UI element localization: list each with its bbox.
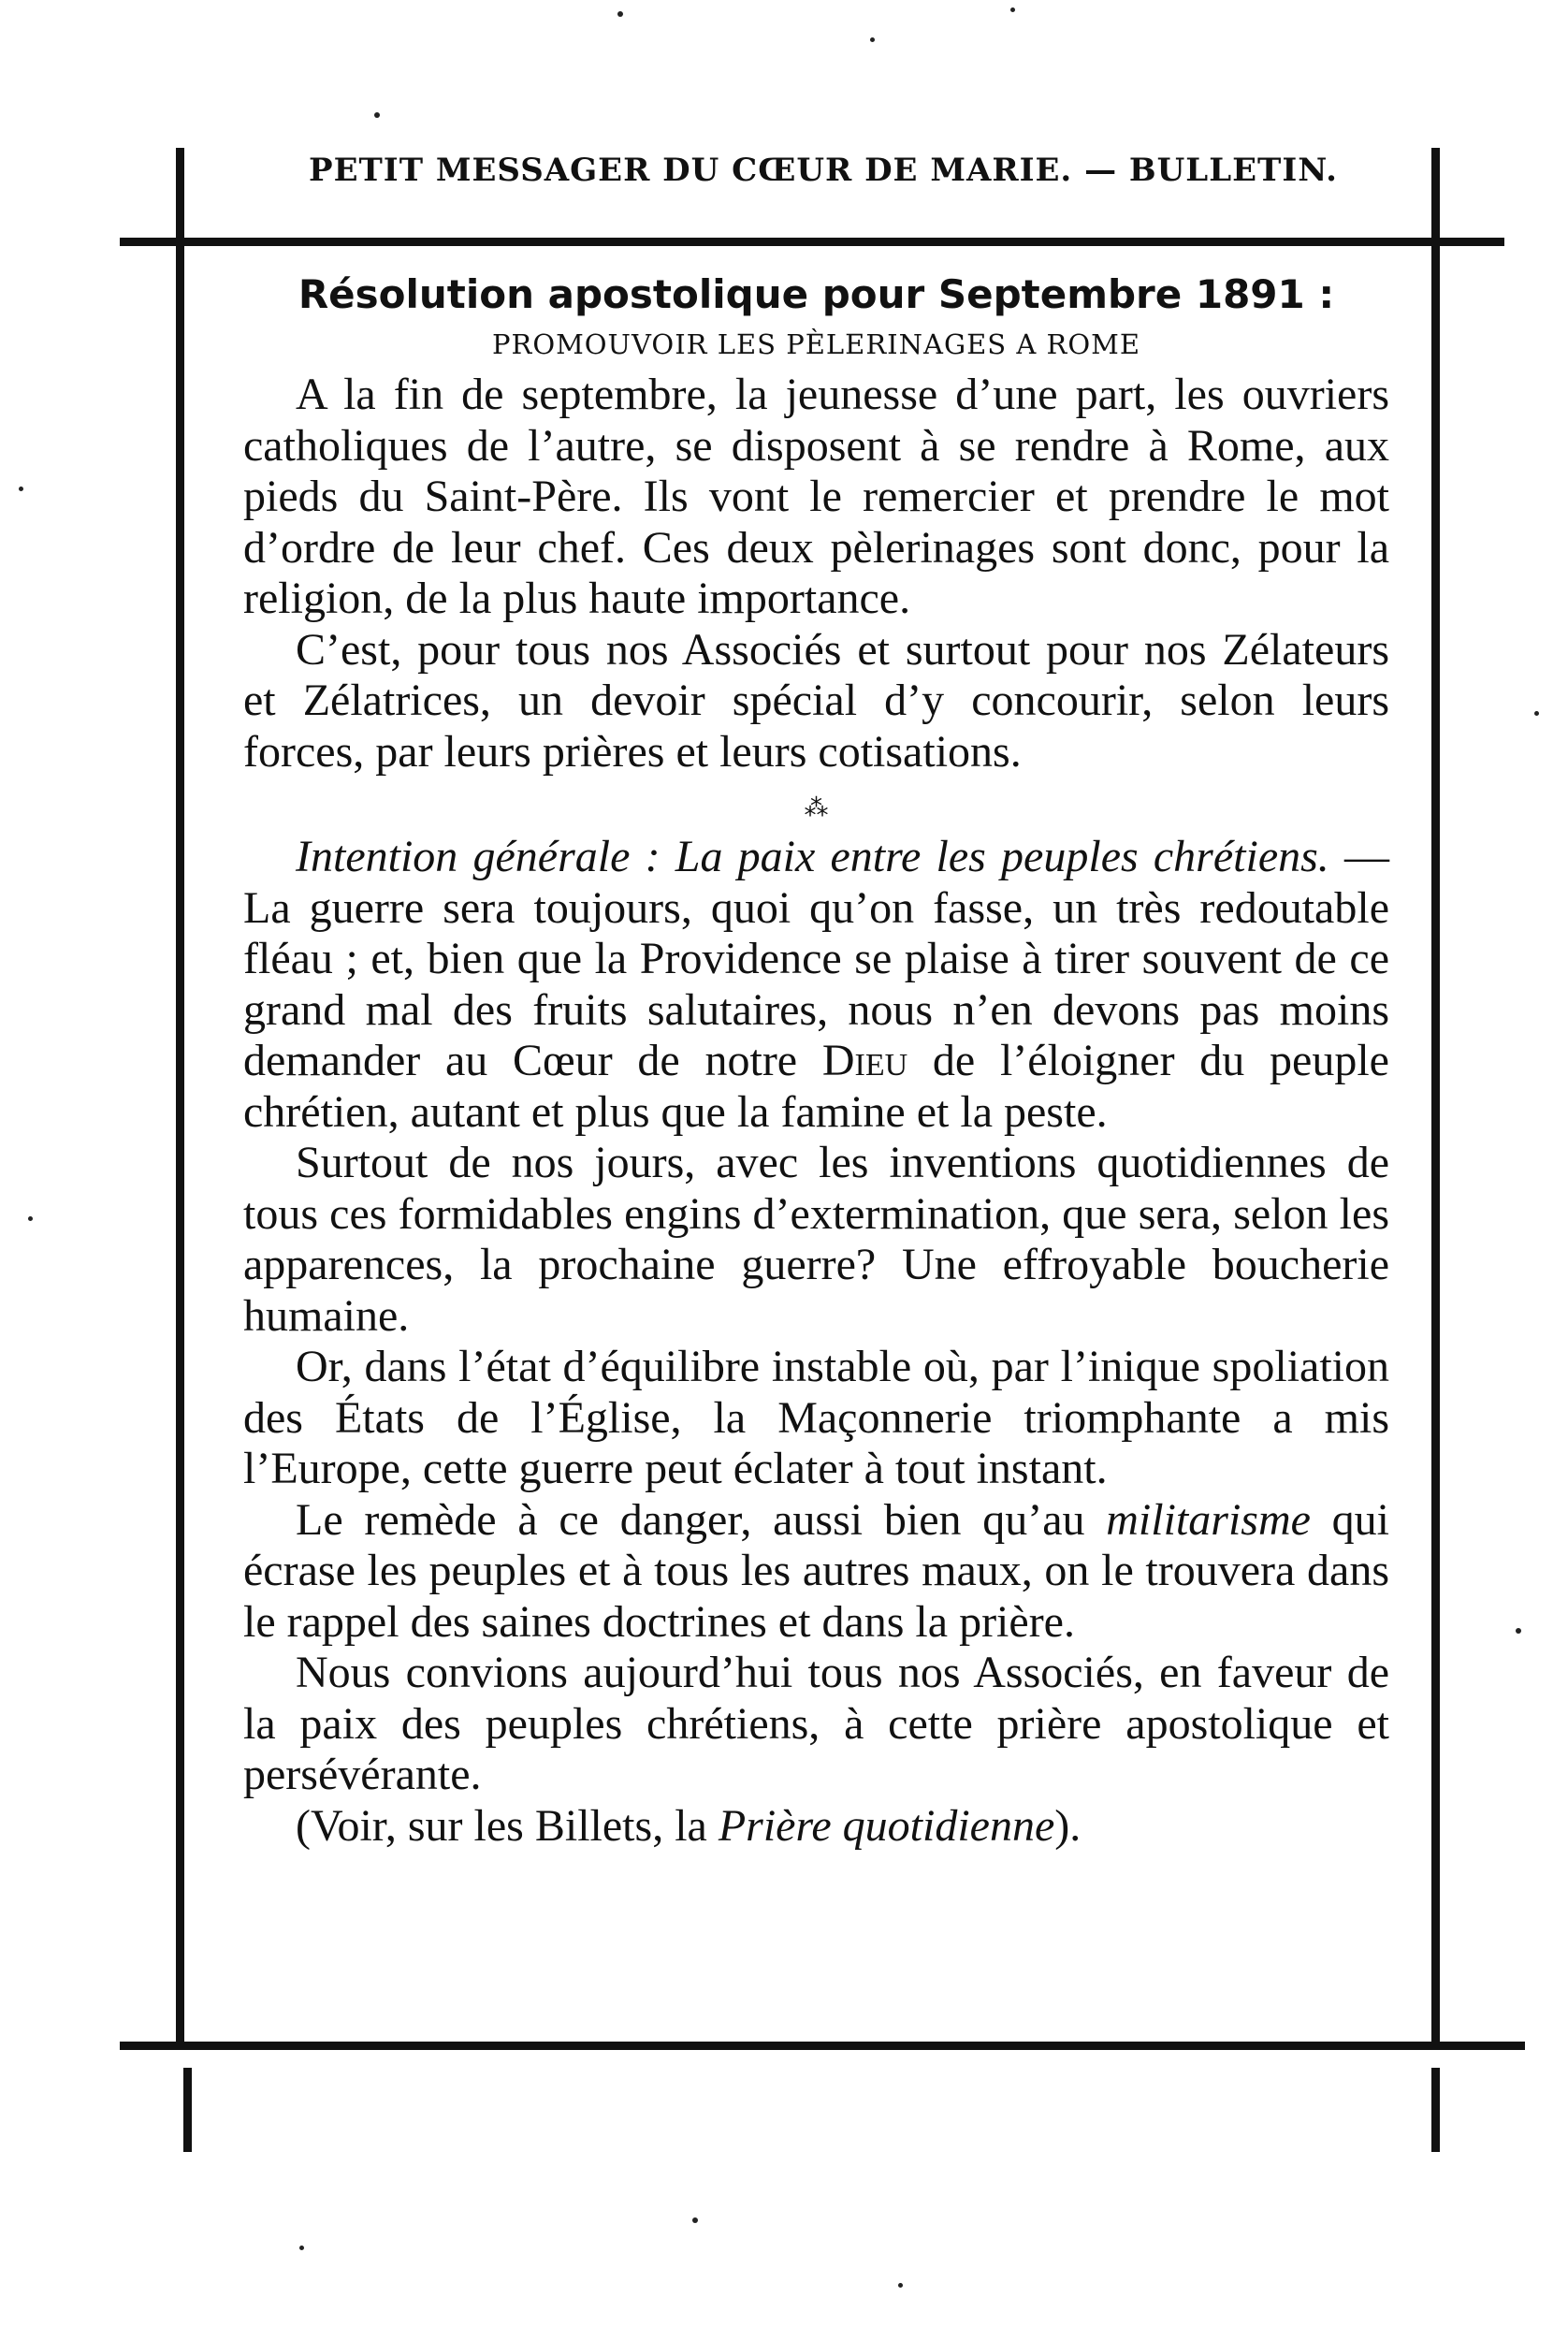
priere-title: Prière quotidienne: [718, 1800, 1055, 1851]
remedy-text-end: qui écrase les peuples et à tous les autres maux, on le trouvera dans le rappel des saines doctrines et dans la prière.: [243, 1494, 1389, 1647]
reference-text: (Voir, sur les Billets, la: [296, 1800, 719, 1851]
resolution-title: Résolution apostolique pour Septembre 1891 :: [298, 271, 1335, 317]
scan-speck: [28, 1216, 33, 1221]
dieu-word: Dieu: [821, 1036, 908, 1085]
reference-text-end: ).: [1054, 1800, 1082, 1851]
paragraph-remedy: [243, 1495, 1389, 1649]
top-rule: [120, 238, 1504, 246]
paragraph-intention: [243, 832, 1389, 1138]
running-head: PETIT MESSAGER DU CŒUR DE MARIE. — BULLETIN.: [309, 152, 1338, 189]
remedy-text: Le remède à ce danger, aussi bien qu’au: [296, 1494, 1107, 1545]
scan-speck: [1010, 7, 1015, 12]
scan-speck: [870, 37, 875, 42]
paragraph-pilgrimages: A la fin de septembre, la jeunesse d’une part, les ouvriers catholiques de l’autre, se disposent à se rendre à Rome, aux pieds du Saint-Père. Ils vont le remercier et prendre le mot d’ordre de leur chef. Ces deux pèlerinages sont donc, pour la religion, de la plus haute importance.: [243, 370, 1389, 623]
bottom-rule: [120, 2042, 1525, 2050]
resolution-subtitle: PROMOUVOIR LES PÈLERINAGES A ROME: [491, 328, 1141, 360]
scan-speck: [617, 11, 623, 17]
intention-text: — La guerre sera toujours, quoi qu’on fasse, un très redoutable fléau ; et, bien que la Providence se plaise à tirer souvent de ce grand mal des fruits salutaires, nous n’en devons pas moins demander au Cœur de notre: [243, 832, 1390, 1085]
paragraph-equilibrium: Or, dans l’état d’équilibre instable où, par l’inique spoliation des États de l’Église, la Maçonnerie triomphante a mis l’Europe, cette guerre peut éclater à tout instant.: [243, 1342, 1389, 1493]
right-border-top: [1431, 148, 1440, 241]
intention-label: Intention générale : La paix entre les peuples chrétiens.: [296, 832, 1329, 881]
paragraph-inventions: Surtout de nos jours, avec les inventions quotidiennes de tous ces formidables engins d’extermination, que sera, selon les apparences, la prochaine guerre? Une effroyable boucherie humaine.: [243, 1138, 1389, 1341]
scan-speck: [299, 2246, 304, 2250]
paragraph-associates: C’est, pour tous nos Associés et surtout pour nos Zélateurs et Zélatrices, un devoir spécial d’y concourir, selon leurs forces, par leurs prières et leurs cotisations.: [243, 624, 1389, 777]
scan-speck: [898, 2283, 903, 2288]
scan-speck: [1534, 711, 1539, 716]
right-border-bottom: [1431, 2068, 1440, 2152]
right-border: [1431, 238, 1440, 2045]
asterism-ornament: ⁂: [804, 794, 829, 822]
paragraph-invitation: Nous convions aujourd’hui tous nos Associés, en faveur de la paix des peuples chrétiens, à cette prière apostolique et persévérante.: [243, 1648, 1389, 1799]
scan-speck: [692, 2217, 698, 2223]
scan-speck: [1516, 1628, 1521, 1634]
left-border-bottom: [183, 2068, 192, 2152]
paragraph-reference: [243, 1801, 1389, 1853]
article: [243, 271, 1389, 1852]
intention-text-end: de l’éloigner du peuple chrétien, autant et plus que la famine et la peste.: [243, 1036, 1389, 1137]
left-border-top: [176, 148, 184, 241]
scan-speck: [374, 112, 380, 118]
militarisme-word: militarisme: [1106, 1494, 1311, 1545]
scan-speck: [19, 487, 23, 491]
left-border: [176, 238, 184, 2045]
